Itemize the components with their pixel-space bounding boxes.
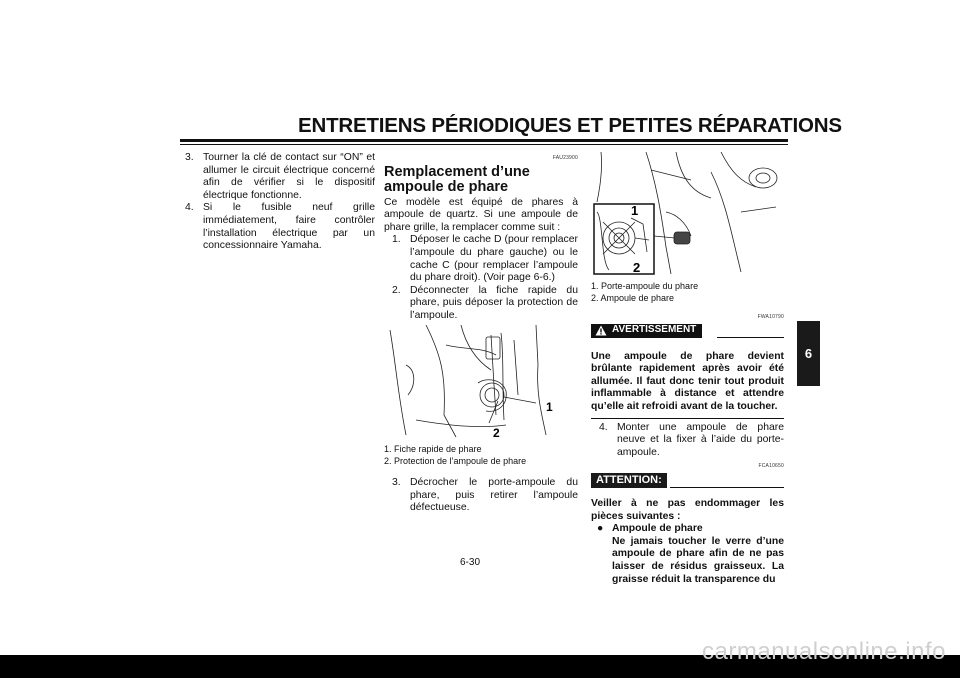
step-4b	[599, 422, 784, 460]
step-1	[392, 234, 578, 284]
step-2	[392, 285, 578, 323]
page-number: 6-30	[460, 557, 481, 568]
step-4	[185, 202, 375, 252]
caption-1: 1. Fiche rapide de phare	[384, 444, 482, 454]
figure-1-captions	[384, 444, 578, 467]
step-number: 4.	[185, 202, 194, 214]
attention-rule	[670, 487, 784, 488]
figure-label-2: 2	[493, 426, 500, 440]
figure-label-1: 1	[546, 400, 553, 414]
step-number: 2.	[392, 284, 401, 296]
step-text: Tourner la clé de contact sur “ON” et allumer le circuit électrique concerné afin de vérifier si le dispositif électrique fonctionne.	[203, 152, 375, 201]
bullet-dot-icon: ●	[597, 523, 604, 535]
figure-bulb-holder	[591, 152, 784, 277]
figure-label-1: 1	[631, 203, 639, 218]
warning-header	[591, 324, 784, 340]
step-text: Décrocher le porte-ampoule du phare, puis retirer l’ampoule défectueuse.	[410, 477, 578, 514]
step-3b	[392, 477, 578, 515]
attention-intro: Veiller à ne pas endommager les pièces suivantes :	[591, 497, 784, 522]
figure-label-2: 2	[633, 260, 641, 275]
caption-1: 1. Porte-ampoule du phare	[591, 281, 699, 291]
column-2	[384, 152, 578, 323]
caption-2: 2. Protection de l’ampoule de phare	[384, 455, 527, 466]
attention-bullet	[597, 523, 784, 586]
header-rule	[180, 139, 788, 142]
section-intro: Ce modèle est équipé de phares à ampoule de quartz. Si une ampoule de phare grille, la remplacer comme suit :	[384, 196, 578, 233]
step-number: 3.	[392, 477, 401, 488]
bullet-title: Ampoule de phare	[612, 523, 703, 535]
header-rule-thin	[180, 144, 788, 145]
attention-header	[591, 473, 784, 490]
figure-headlight-coupler	[386, 325, 576, 440]
attention-code: FCA10650	[758, 463, 784, 470]
column-1	[185, 152, 375, 253]
column-3	[591, 311, 784, 586]
attention-badge: ATTENTION:	[591, 473, 667, 488]
warning-text: Une ampoule de phare devient brûlante rapidement après avoir été allumée. Il faut donc tenir tout produit inflammable à distance et attendre qu’elle ait refroidi avant de la toucher.	[591, 351, 784, 419]
section-title: Remplacement d’une ampoule de phare	[384, 163, 530, 195]
figure-illustration	[386, 325, 576, 440]
step-number: 1.	[392, 234, 401, 246]
figure-2-captions	[591, 281, 784, 304]
column-2-step-3	[392, 477, 578, 515]
page-header-title: ENTRETIENS PÉRIODIQUES ET PETITES RÉPARATIONS	[298, 114, 842, 137]
warning-label: AVERTISSEMENT	[612, 324, 697, 336]
step-text: Déconnecter la fiche rapide du phare, puis déposer la protection de l’ampoule.	[410, 284, 578, 321]
watermark-bar	[0, 638, 960, 678]
section-code: FAU23900	[552, 155, 578, 161]
warning-rule	[717, 337, 784, 338]
caption-2: 2. Ampoule de phare	[591, 292, 675, 303]
step-number: 4.	[599, 421, 608, 433]
bullet-text: Ne jamais toucher le verre d’une ampoule de phare afin de ne pas laisser de résidus graisseux. La graisse réduit la transparence du	[612, 535, 784, 585]
step-3	[185, 152, 375, 202]
watermark-text: carmanualsonline.info	[702, 638, 946, 665]
step-text: Si le fusible neuf grille immédiatement, faire contrôler l’installation électrique par un concessionnaire Yamaha.	[203, 202, 375, 252]
warning-badge	[591, 324, 702, 338]
warning-code: FWA10790	[757, 314, 784, 320]
figure-illustration	[591, 152, 784, 277]
warning-triangle-icon	[595, 325, 607, 336]
step-number: 3.	[185, 152, 194, 163]
chapter-tab: 6	[797, 321, 820, 386]
step-text: Déposer le cache D (pour remplacer l’ampoule du phare gauche) ou le cache C (pour remplacer l’ampoule du phare droit). (Voir page 6-6.)	[410, 234, 578, 284]
step-text: Monter une ampoule de phare neuve et la fixer à l’aide du porte-ampoule.	[617, 421, 784, 458]
